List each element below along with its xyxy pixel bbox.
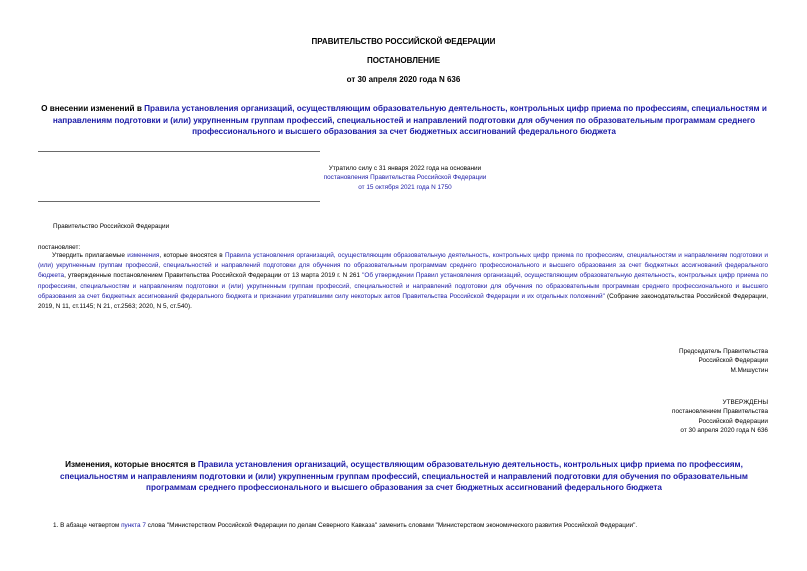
decides-text: постановляет: <box>38 244 81 251</box>
status-note-line1: Утратило силу с 31 января 2022 года на основании <box>328 165 482 172</box>
signature-block <box>520 347 768 375</box>
changes-rules-link[interactable]: Правила установления организаций, осуществляющим образовательную деятельность, контрольных цифр приема по профессиям, специальностям и направлениям подготовки и (или) укрупненным группам профессий, специальностей и направлений подготовки для обучения по образовательным программам среднего профессионального и высшего образования за счет бюджетных ассигнований федерального бюджета <box>60 460 748 493</box>
approved-line2: постановлением Правительства <box>672 408 768 416</box>
issuer-text: Правительство Российской Федерации <box>53 223 170 230</box>
document-date-number: от 30 апреля 2020 года N 636 <box>346 75 461 84</box>
divider-top <box>38 151 320 152</box>
resolution-261-link[interactable]: "Об утверждении Правил установления организаций, осуществляющим образовательную деятельность, контрольных цифр приема по профессиям, специальностям и направлениям подготовки и (или) укрупненным группам профессий, специальностей и направлений подготовки для обучения по образовательным программам среднего профессионального и высшего образования за счет бюджетных ассигнований федерального бюджета и признании утратившими силу некоторых актов Правительства Российской Федерации и их отдельных положений" <box>38 272 768 300</box>
government-heading: ПРАВИТЕЛЬСТВО РОССИЙСКОЙ ФЕДЕРАЦИИ <box>311 37 496 46</box>
changes-link[interactable]: изменения <box>127 252 160 259</box>
paragraph-text-a: Утвердить прилагаемые <box>52 252 128 259</box>
main-paragraph <box>38 251 768 312</box>
status-note-link[interactable]: постановления Правительства Российской Федерации <box>323 174 487 182</box>
approved-block <box>520 398 768 436</box>
paragraph-text-d: (Собрание законодательства Российской Федерации, 2019, N 11, ст.1145; N 21, ст.2563; 2020, N 5, ст.540). <box>38 292 769 311</box>
paragraph-text-b: , которые вносятся в <box>159 252 225 259</box>
signature-line2: Российской Федерации <box>698 357 768 365</box>
rules-link-body[interactable]: Правила установления организаций, осуществляющим образовательную деятельность, контрольных цифр приема по профессиям, специальностям и направлениям подготовки и (или) укрупненным группам профессий, специальностей и направлений подготовки для обучения по образовательным программам среднего профессионального и высшего образования за счет бюджетных ассигнований федерального бюджета <box>38 252 769 280</box>
changes-title-prefix: Изменения, которые вносятся в <box>65 460 198 469</box>
approved-line4: от 30 апреля 2020 года N 636 <box>680 427 768 435</box>
status-note-link-date[interactable]: от 15 октября 2021 года N 1750 <box>358 183 452 191</box>
status-note <box>250 164 560 192</box>
signature-line1: Председатель Правительства <box>679 348 768 355</box>
signature-name: М.Мишустин <box>730 366 768 374</box>
divider-bottom <box>38 201 320 202</box>
paragraph-text-c: , утвержденные постановлением Правительства Российской Федерации от 13 марта 2019 г. N 261 <box>64 272 363 280</box>
change-item-1 <box>53 521 768 530</box>
item1-clause-link[interactable]: пункта 7 <box>121 522 146 529</box>
document-title-prefix: О внесении изменений в <box>41 104 145 113</box>
approved-line3: Российской Федерации <box>698 417 768 425</box>
rules-link[interactable]: Правила установления организаций, осуществляющим образовательную деятельность, контрольных цифр приема по профессиям, специальностям и направлениям подготовки и (или) укрупненным группам профессий, специальностей и направлений подготовки для обучения по образовательным программам среднего профессионального и высшего образования за счет бюджетных ассигнований федерального бюджета <box>52 104 767 137</box>
document-type-heading: ПОСТАНОВЛЕНИЕ <box>366 56 441 65</box>
approved-line1: УТВЕРЖДЕНЫ <box>722 399 768 406</box>
document-title <box>40 103 768 138</box>
item1-text-a: 1. В абзаце четвертом <box>53 522 122 529</box>
changes-title <box>40 459 768 494</box>
item1-text-b: слова "Министерством Российской Федерации по делам Северного Кавказа" заменить словами "Министерством экономического развития Российской Федерации". <box>145 522 638 529</box>
